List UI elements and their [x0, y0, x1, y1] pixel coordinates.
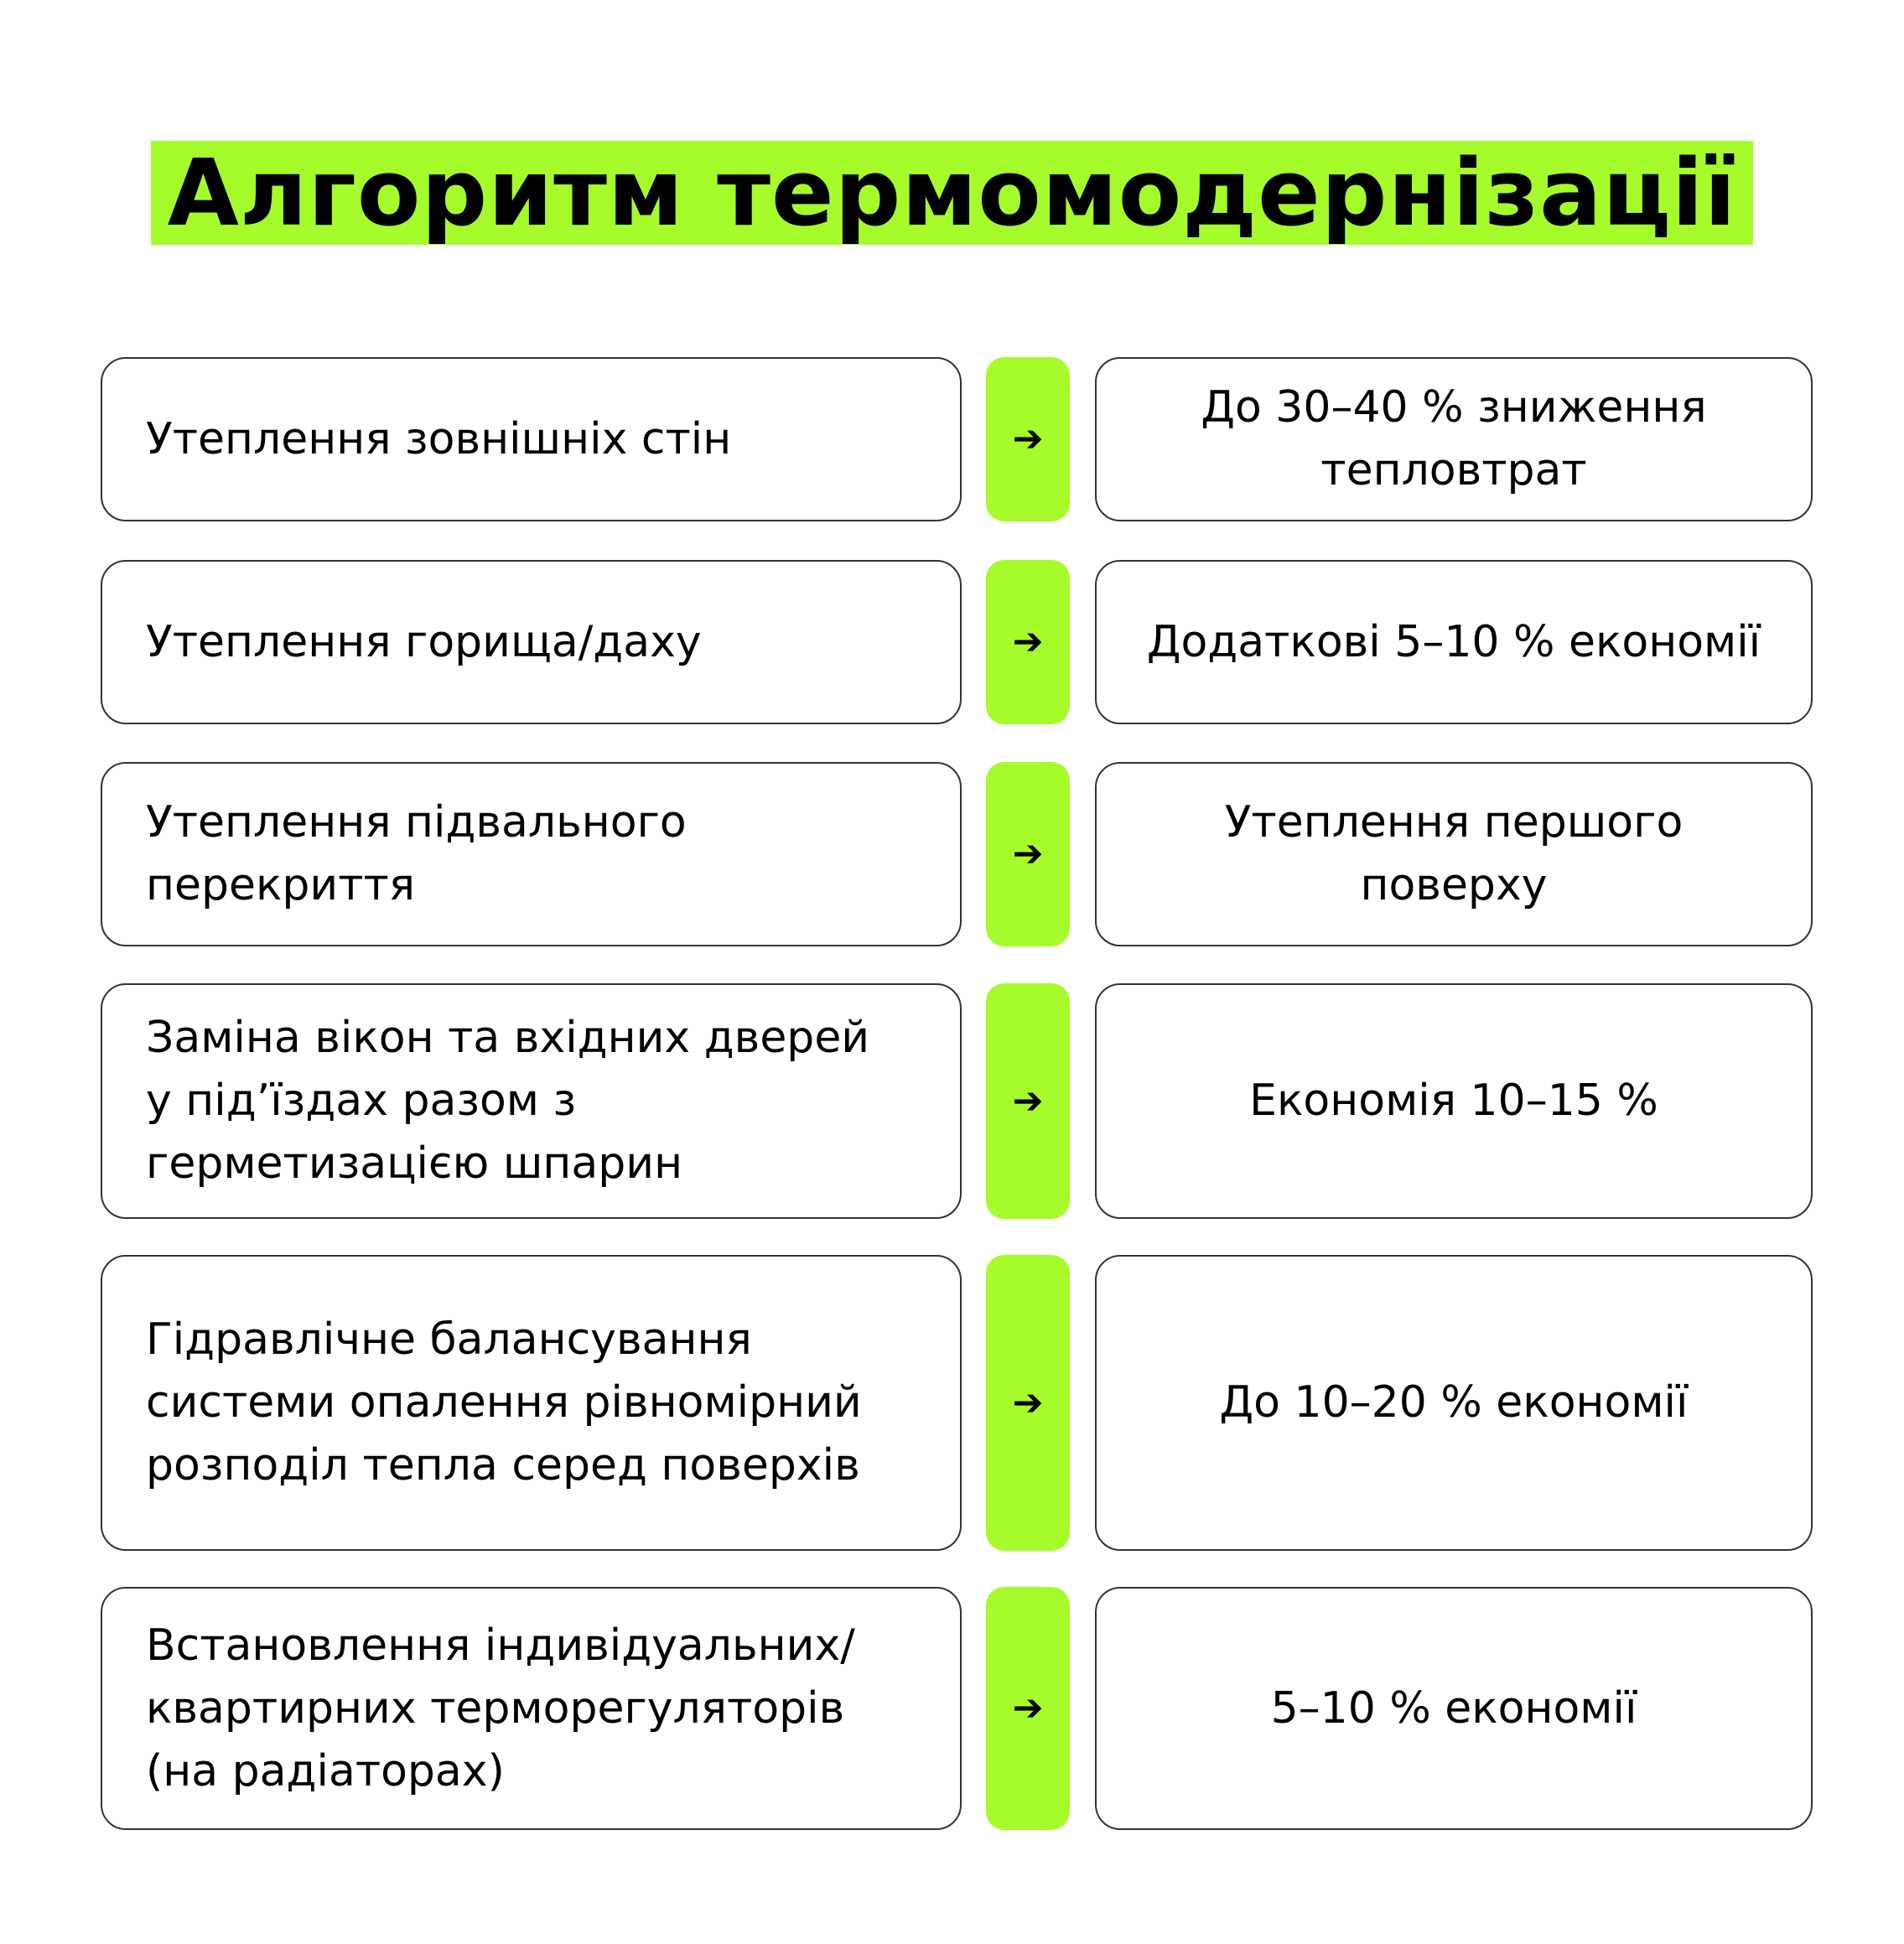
arrow-right-icon: ➔ — [1012, 832, 1044, 875]
arrow-connector — [986, 560, 1070, 724]
effect-box — [1095, 1587, 1813, 1830]
arrow-right-icon: ➔ — [1012, 620, 1044, 663]
effect-box — [1095, 1255, 1813, 1551]
effect-label: Утеплення першого поверху — [1224, 797, 1684, 910]
measure-label: Утеплення горища/даху — [146, 616, 702, 667]
measure-box — [101, 560, 962, 724]
step-row — [101, 762, 1811, 946]
measure-label: Утеплення підвального перекриття — [146, 797, 687, 910]
effect-box — [1095, 762, 1813, 946]
step-row — [101, 983, 1811, 1219]
arrow-right-icon: ➔ — [1012, 1687, 1044, 1729]
page-title: Алгоритм термомодернізації — [151, 141, 1754, 245]
title-wrapper — [0, 141, 1904, 245]
measure-box — [101, 1587, 962, 1830]
step-row — [101, 1587, 1811, 1830]
arrow-right-icon: ➔ — [1012, 417, 1044, 460]
effect-box — [1095, 983, 1813, 1219]
measure-label: Встановлення індивідуальних/ квартирних терморегуляторів (на радіаторах) — [146, 1620, 855, 1796]
measure-box — [101, 1255, 962, 1551]
arrow-connector — [986, 1255, 1070, 1551]
effect-label: Додаткові 5–10 % економії — [1146, 616, 1761, 667]
measure-box — [101, 357, 962, 521]
arrow-connector — [986, 357, 1070, 521]
measure-label: Гідравлічне балансування системи опалення рівномірний розподіл тепла серед поверхів — [146, 1314, 862, 1490]
measure-label: Утеплення зовнішніх стін — [146, 413, 732, 464]
step-row — [101, 560, 1811, 724]
effect-box — [1095, 560, 1813, 724]
measure-label: Заміна вікон та вхідних дверей у під’їздах разом з герметизацією шпарин — [146, 1013, 870, 1189]
arrow-connector — [986, 762, 1070, 946]
measure-box — [101, 762, 962, 946]
arrow-connector — [986, 1587, 1070, 1830]
arrow-right-icon: ➔ — [1012, 1079, 1044, 1122]
effect-label: До 30–40 % зниження тепловтрат — [1201, 382, 1707, 495]
effect-label: 5–10 % економії — [1270, 1682, 1637, 1734]
effect-label: Економія 10–15 % — [1249, 1076, 1658, 1126]
effect-label: До 10–20 % економії — [1219, 1377, 1689, 1428]
effect-box — [1095, 357, 1813, 521]
arrow-connector — [986, 983, 1070, 1219]
arrow-right-icon: ➔ — [1012, 1381, 1044, 1424]
step-row — [101, 1255, 1811, 1551]
step-row — [101, 357, 1811, 521]
measure-box — [101, 983, 962, 1219]
